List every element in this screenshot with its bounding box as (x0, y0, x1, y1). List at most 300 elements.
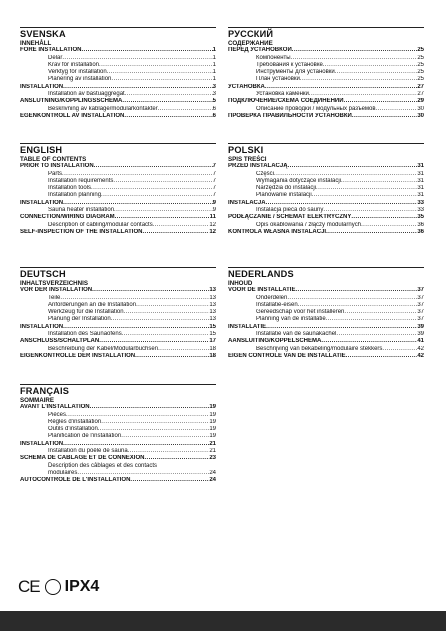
toc-chapter-entry (228, 338, 424, 345)
toc-page-number: 13 (209, 287, 216, 294)
ipx-rating: IPX4 (64, 578, 100, 595)
toc-chapter-entry (20, 477, 216, 484)
toc-entry-title: Installatie van de saunakachel (256, 331, 337, 338)
toc-entry-title: PODŁĄCZANIE / SCHEMAT ELEKTRYCZNY (228, 214, 352, 221)
toc-page-number: 19 (209, 433, 216, 440)
toc-subentry (20, 222, 216, 229)
toc-page-number: 31 (417, 192, 424, 199)
toc-entry-title: Instalacja pieca do sauny (256, 207, 324, 214)
toc-subentry (228, 192, 424, 199)
dot-leader (136, 302, 209, 309)
toc-chapter-entry (228, 163, 424, 170)
toc-entry-title: INSTALLATION (20, 323, 64, 330)
dot-leader (128, 448, 210, 455)
toc-subentry (228, 185, 424, 192)
toc-entry-title: Installation du poêle de sauna (48, 448, 128, 455)
toc-chapter-entry (20, 353, 216, 360)
dot-leader (361, 222, 417, 229)
toc-page-number: 7 (212, 170, 216, 177)
toc-page-number: 37 (417, 316, 424, 323)
toc-subentry (20, 171, 216, 178)
toc-entry-title: Gereedschap voor het installeren (256, 309, 345, 316)
toc-entry-title: EIGENKONTROLLE DER INSTALLATION (20, 352, 136, 359)
dot-leader (121, 433, 209, 440)
toc-entry-title: Outils d'installation (48, 426, 98, 433)
toc-entry-title: Planning van de installatie (256, 316, 326, 323)
dot-leader (344, 309, 417, 316)
toc-entry-title: ПЕРЕД УСТАНОВКОЙ (228, 47, 292, 54)
toc-section-ru (228, 27, 424, 120)
toc-entry-title: ANSCHLUSS/SCHALTPLAN (20, 338, 100, 345)
ce-mark-icon: CE (18, 577, 40, 596)
toc-page-number: 7 (212, 163, 216, 170)
dot-leader (326, 229, 417, 236)
toc-entry-title: Onderdelen (256, 294, 288, 301)
toc-subentry (20, 185, 216, 192)
toc-section-en (20, 143, 216, 236)
toc-subentry (20, 433, 216, 440)
toc-subentry (228, 76, 424, 83)
toc-page-number: 23 (209, 455, 216, 462)
toc-entry-title: Installation requirements (48, 177, 114, 184)
toc-subentry (20, 91, 216, 98)
dot-leader (288, 163, 418, 170)
toc-subentry (228, 346, 424, 353)
toc-page-number: 9 (212, 199, 216, 206)
toc-subentry (20, 106, 216, 113)
language-heading: SVENSKA (20, 29, 66, 39)
dot-leader (323, 62, 417, 69)
toc-page-number: 24 (209, 469, 216, 476)
toc-entry-title: Installation av bastuaggregat (48, 91, 125, 98)
dot-leader (346, 353, 418, 360)
toc-subentry (20, 69, 216, 76)
toc-entry-title: Installation planning (48, 192, 102, 199)
toc-entry-title: ПОДКЛЮЧЕНИЕ/СХЕМА СОЕДИНЕНИЙ (228, 98, 344, 105)
toc-entry-title: INSTALLATIE (228, 323, 267, 330)
toc-subentry (20, 302, 216, 309)
toc-section-sv (20, 27, 216, 120)
dot-leader (309, 91, 417, 98)
toc-entry-title: Części (256, 170, 275, 177)
dot-leader (316, 185, 417, 192)
language-heading: DEUTSCH (20, 269, 66, 279)
toc-page-number: 12 (209, 228, 216, 235)
toc-page-number: 19 (209, 418, 216, 425)
toc-page-number: 25 (417, 47, 424, 54)
toc-page-number: 3 (212, 83, 216, 90)
toc-chapter-entry (228, 353, 424, 360)
toc-entry-title: AUTOCONTRÔLE DE L'INSTALLATION (20, 477, 131, 484)
toc-subentry (20, 178, 216, 185)
toc-entry-title: Wymagania dotyczące instalacji (256, 177, 341, 184)
toc-subentry (228, 178, 424, 185)
toc-page-number: 37 (417, 287, 424, 294)
toc-entry-title: Delar (48, 54, 63, 61)
dot-leader (265, 84, 417, 91)
toc-page-number: 31 (417, 163, 424, 170)
contents-subtitle: SOMMAIRE (20, 397, 55, 404)
toc-page-number: 3 (212, 91, 216, 98)
toc-entry-text: Description des câblages et des contacts (48, 462, 158, 469)
section-divider (228, 143, 424, 144)
language-heading: POLSKI (228, 145, 264, 155)
toc-page-number: 7 (212, 192, 216, 199)
toc-page-number: 35 (417, 214, 424, 221)
dot-leader (125, 91, 213, 98)
toc-entry-title: AVANT L'INSTALLATION (20, 404, 90, 411)
dot-leader (115, 214, 210, 221)
toc-entry-title: SELF-INSPECTION OF THE INSTALLATION (20, 228, 143, 235)
dot-leader (158, 106, 213, 113)
dot-leader (60, 295, 209, 302)
dot-leader (266, 200, 418, 207)
toc-subentry (20, 316, 216, 323)
dot-leader (101, 192, 213, 199)
toc-page-number: 5 (212, 98, 216, 105)
toc-chapter-entry (228, 84, 424, 91)
contents-subtitle: СОДЕРЖАНИЕ (228, 40, 273, 47)
toc-entry-title: ANSLUTNING/KOPPLINGSSCHEMA (20, 98, 123, 105)
dot-leader (287, 295, 417, 302)
toc-chapter-entry (228, 47, 424, 54)
toc-subentry (20, 76, 216, 83)
dot-leader (158, 346, 209, 353)
toc-subentry (20, 470, 216, 477)
toc-entry-title: PRZED INSTALACJĄ (228, 163, 288, 170)
toc-entry-title: INSTALLATION (20, 440, 64, 447)
toc-page-number: 18 (209, 345, 216, 352)
toc-entry-title: Parts (48, 170, 63, 177)
toc-subentry (20, 426, 216, 433)
dot-leader (326, 316, 418, 323)
toc-page-number: 1 (212, 54, 216, 61)
dot-leader (63, 324, 209, 331)
dot-leader (335, 69, 418, 76)
toc-page-number: 31 (417, 170, 424, 177)
toc-entry-title: Beskrivning av kablage/modularkontakter (48, 105, 158, 112)
dot-leader (63, 84, 213, 91)
contents-subtitle: INHOUD (228, 280, 253, 287)
toc-chapter-entry (20, 84, 216, 91)
toc-entry-title: modulaires (48, 469, 78, 476)
toc-page-number: 13 (209, 294, 216, 301)
toc-chapter-entry (20, 113, 216, 120)
toc-subentry (20, 62, 216, 69)
dot-leader (323, 207, 417, 214)
toc-chapter-entry (20, 98, 216, 105)
toc-page-number: 33 (417, 207, 424, 214)
dot-leader (351, 214, 417, 221)
toc-subentry (20, 419, 216, 426)
dot-leader (94, 163, 213, 170)
toc-entry-title: Beschrijving van bekabeling/modulaire stekkers (256, 345, 383, 352)
dot-leader (336, 331, 417, 338)
toc-subentry (228, 331, 424, 338)
toc-page-number: 33 (417, 199, 424, 206)
toc-entry-title: INSTALLATION (20, 83, 64, 90)
toc-page-number: 13 (209, 301, 216, 308)
toc-entry-title: Opis okablowania / złączy modularnych (256, 221, 362, 228)
toc-page-number: 37 (417, 309, 424, 316)
dot-leader (111, 76, 212, 83)
section-divider (20, 267, 216, 268)
toc-chapter-entry (20, 163, 216, 170)
dot-leader (107, 69, 213, 76)
toc-entry-title: Компоненты (256, 54, 291, 61)
dot-leader (124, 309, 210, 316)
ukca-badge-icon (45, 579, 61, 595)
toc-page-number: 7 (212, 185, 216, 192)
toc-chapter-entry (20, 441, 216, 448)
dot-leader (114, 207, 213, 214)
toc-page-number: 13 (209, 316, 216, 323)
dot-leader (66, 412, 209, 419)
toc-page-number: 7 (212, 177, 216, 184)
toc-chapter-entry (228, 200, 424, 207)
dot-leader (122, 98, 212, 105)
toc-chapter-entry (20, 229, 216, 236)
dot-leader (274, 171, 417, 178)
dot-leader (62, 55, 212, 62)
toc-page-number: 11 (209, 214, 216, 221)
toc-entry-title: EIGEN CONTROLE VAN DE INSTALLATIE (228, 352, 346, 359)
toc-chapter-entry (228, 113, 424, 120)
dot-leader (142, 229, 209, 236)
toc-entry-title: INSTALACJA (228, 199, 266, 206)
toc-subentry (20, 346, 216, 353)
toc-page-number: 15 (209, 323, 216, 330)
toc-subentry (20, 331, 216, 338)
toc-subentry (228, 302, 424, 309)
dot-leader (321, 338, 417, 345)
dot-leader (91, 185, 213, 192)
toc-entry-title: VOR DER INSTALLATION (20, 287, 93, 294)
dot-leader (352, 113, 417, 120)
toc-subentry (20, 207, 216, 214)
section-divider (228, 267, 424, 268)
toc-subentry (20, 448, 216, 455)
section-divider (20, 27, 216, 28)
dot-leader (99, 338, 209, 345)
toc-entry-title: Anforderungen an die Installation (48, 301, 137, 308)
toc-entry-title: Planification de l'installation (48, 433, 122, 440)
toc-entry-title: Planowanie instalacji (256, 192, 312, 199)
toc-page-number: 36 (417, 221, 424, 228)
toc-page-number: 30 (417, 112, 424, 119)
toc-entry-title: Installation des Saunaofens (48, 331, 122, 338)
toc-chapter-entry (20, 287, 216, 294)
toc-page-number: 15 (209, 331, 216, 338)
toc-page-number: 1 (212, 76, 216, 83)
toc-section-de (20, 267, 216, 360)
toc-entry-title: Planung der Installation (48, 316, 111, 323)
dot-leader (92, 287, 209, 294)
toc-chapter-entry (20, 404, 216, 411)
dot-leader (98, 426, 209, 433)
toc-page-number: 27 (417, 83, 424, 90)
toc-chapter-entry (20, 455, 216, 462)
toc-page-number: 21 (209, 440, 216, 447)
toc-section-pl (228, 143, 424, 236)
toc-page-number: 41 (417, 338, 424, 345)
toc-entry-title: Règles d'installation (48, 418, 102, 425)
dot-leader (312, 192, 418, 199)
dot-leader (111, 316, 210, 323)
contents-subtitle: TABLE OF CONTENTS (20, 156, 87, 163)
dot-leader (344, 98, 418, 105)
toc-page-number: 9 (212, 207, 216, 214)
toc-entry-title: AANSLUITING/KOPPELSCHEMA (228, 338, 322, 345)
dot-leader (113, 178, 212, 185)
toc-entry-title: PRIOR TO INSTALLATION (20, 163, 94, 170)
toc-page-number: 12 (209, 221, 216, 228)
dot-leader (63, 441, 209, 448)
toc-chapter-entry (20, 214, 216, 221)
certification-logos (18, 576, 99, 598)
toc-page-number: 25 (417, 54, 424, 61)
toc-subentry (228, 207, 424, 214)
toc-entry-title: Werkzeug für die Installation (48, 309, 124, 316)
toc-subentry (228, 55, 424, 62)
dot-leader (341, 178, 417, 185)
toc-page-number: 29 (417, 98, 424, 105)
toc-subentry (228, 316, 424, 323)
toc-entry-title: ПРОВЕРКА ПРАВИЛЬНОСТИ УСТАНОВКИ (228, 112, 352, 119)
toc-subentry (20, 295, 216, 302)
language-heading: NEDERLANDS (228, 269, 294, 279)
toc-subentry (20, 192, 216, 199)
dot-leader (62, 171, 213, 178)
toc-page-number: 37 (417, 294, 424, 301)
dot-leader (90, 404, 210, 411)
toc-entry-title: Installatie-eisen (256, 301, 298, 308)
toc-entry-title: Beschreibung der Kabel/Modularbuchsen (48, 345, 159, 352)
toc-entry-title: УСТАНОВКА (228, 83, 265, 90)
toc-page-number: 19 (209, 411, 216, 418)
dot-leader (101, 419, 209, 426)
toc-page-number: 18 (209, 352, 216, 359)
toc-entry-title: Инструменты для установки (256, 69, 335, 76)
section-divider (228, 27, 424, 28)
toc-page-number: 1 (212, 61, 216, 68)
toc-subentry (20, 309, 216, 316)
toc-subentry (228, 295, 424, 302)
section-divider (20, 143, 216, 144)
contents-subtitle: INHALTSVERZEICHNIS (20, 280, 88, 287)
toc-entry-title: VÓÓR DE INSTALLATIE (228, 287, 296, 294)
dot-leader (122, 331, 210, 338)
toc-entry-title: KONTROLA WŁASNA INSTALACJI (228, 228, 327, 235)
toc-page-number: 19 (209, 404, 216, 411)
toc-chapter-entry (20, 200, 216, 207)
dot-leader (144, 455, 209, 462)
toc-page-number: 42 (417, 345, 424, 352)
toc-entry-title: Narzędzia do instalacji (256, 185, 317, 192)
toc-subentry (228, 309, 424, 316)
footer-bar (0, 611, 446, 631)
toc-page-number: 30 (417, 105, 424, 112)
dot-leader (291, 55, 418, 62)
language-heading: ENGLISH (20, 145, 63, 155)
toc-page-number: 25 (417, 76, 424, 83)
dot-leader (298, 302, 418, 309)
toc-entry-title: SCHÉMA DE CÂBLAGE ET DE CONNEXION (20, 455, 145, 462)
toc-entry-title: Krav för installation (48, 61, 100, 68)
dot-leader (81, 47, 212, 54)
toc-chapter-entry (228, 98, 424, 105)
toc-entry-title: План установки (256, 76, 300, 83)
toc-subentry (20, 412, 216, 419)
toc-chapter-entry (228, 324, 424, 331)
toc-page-number: 17 (209, 338, 216, 345)
toc-page-number: 24 (209, 477, 216, 484)
toc-chapter-entry (20, 338, 216, 345)
toc-entry-title: Pièces (48, 411, 67, 418)
toc-page-number: 6 (212, 112, 216, 119)
toc-page-number: 31 (417, 177, 424, 184)
toc-page-number: 19 (209, 426, 216, 433)
toc-subentry (228, 106, 424, 113)
toc-entry-title: Описание проводки / модульных разъемов (256, 105, 376, 112)
toc-page-number: 6 (212, 105, 216, 112)
toc-subentry (228, 62, 424, 69)
toc-subentry (228, 171, 424, 178)
toc-page-number: 42 (417, 352, 424, 359)
toc-section-fr (20, 384, 216, 485)
toc-page-number: 36 (417, 228, 424, 235)
dot-leader (77, 470, 209, 477)
toc-entry-title: Требования к установке (256, 61, 323, 68)
toc-subentry (228, 222, 424, 229)
toc-page-number: 1 (212, 47, 216, 54)
toc-page-number: 25 (417, 61, 424, 68)
contents-subtitle: INNEHÅLL (20, 40, 52, 47)
toc-page-number: 13 (209, 309, 216, 316)
toc-page-number: 37 (417, 301, 424, 308)
toc-page-number: 25 (417, 69, 424, 76)
language-heading: РУССКИЙ (228, 29, 274, 39)
toc-entry-title: INSTALLATION (20, 199, 64, 206)
toc-entry-title: Teile (48, 294, 61, 301)
dot-leader (292, 47, 418, 54)
dot-leader (99, 62, 213, 69)
dot-leader (63, 200, 213, 207)
dot-leader (135, 353, 209, 360)
toc-section-nl (228, 267, 424, 360)
toc-entry-title: Planering av installation (48, 76, 112, 83)
toc-subentry (228, 91, 424, 98)
toc-chapter-entry (20, 324, 216, 331)
dot-leader (376, 106, 418, 113)
toc-page-number: 21 (209, 448, 216, 455)
dot-leader (124, 113, 212, 120)
toc-entry-title: Description of cabling/modular contacts (48, 221, 153, 228)
toc-chapter-entry (228, 214, 424, 221)
toc-page-number: 1 (212, 69, 216, 76)
language-heading: FRANÇAIS (20, 386, 70, 396)
toc-entry-title: Sauna heater installation (48, 207, 115, 214)
dot-leader (266, 324, 417, 331)
toc-page-number: 39 (417, 323, 424, 330)
contents-subtitle: SPIS TREŚCI (228, 156, 267, 163)
toc-subentry (20, 55, 216, 62)
dot-leader (295, 287, 417, 294)
toc-entry-title: EGENKONTROLL AV INSTALLATION (20, 112, 125, 119)
toc-chapter-entry (228, 287, 424, 294)
toc-page-number: 39 (417, 331, 424, 338)
toc-entry-title: Verktyg för installation (48, 69, 107, 76)
